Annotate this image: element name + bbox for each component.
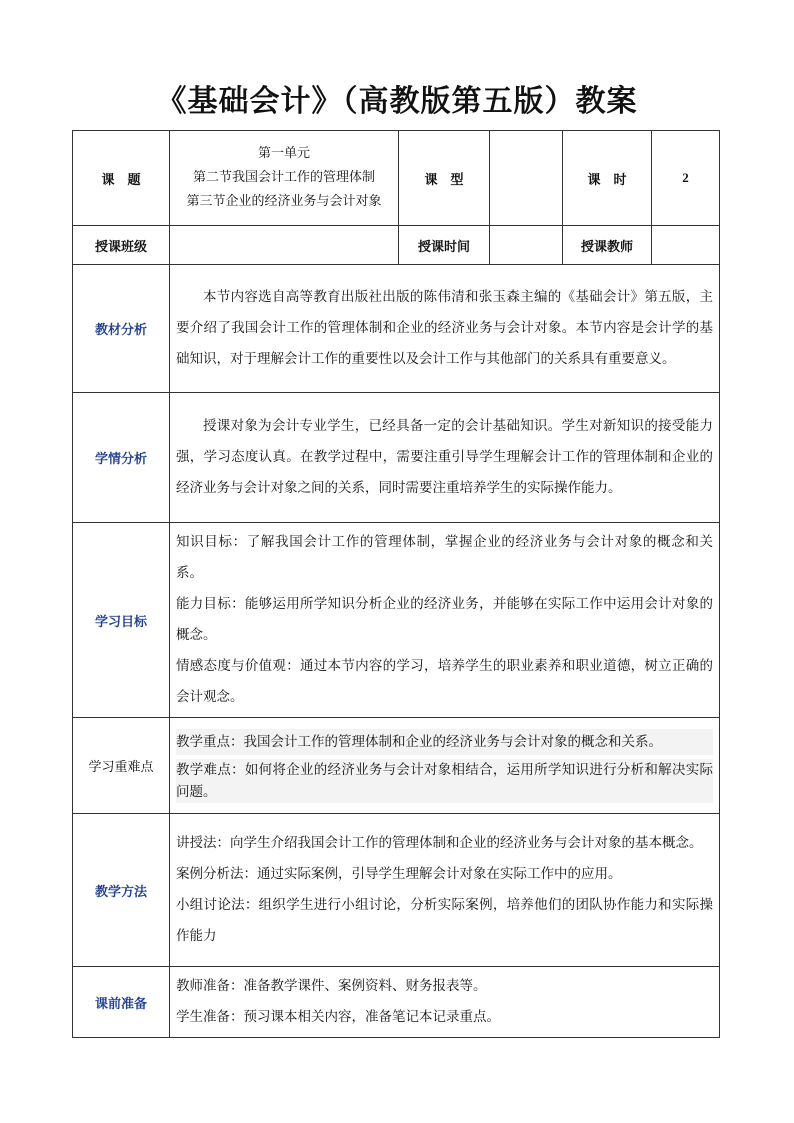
objectives-label: 学习目标 — [73, 523, 170, 718]
lesson-plan-table — [72, 130, 720, 1038]
materials-content — [170, 265, 720, 393]
lesson-line-unit: 第一单元 — [257, 146, 310, 161]
time-value — [490, 226, 563, 265]
preparation-row — [73, 967, 720, 1038]
learners-row — [73, 393, 720, 523]
objectives-content — [170, 523, 720, 718]
learners-label: 学情分析 — [73, 393, 170, 523]
methods-content — [170, 814, 720, 967]
lesson-line-section-2: 第二节我国会计工作的管理体制 — [192, 170, 375, 185]
key-points-row — [73, 718, 720, 814]
objective-knowledge: 知识目标：了解我国会计工作的管理体制，掌握企业的经济业务与会计对象的概念和关系。 — [176, 534, 713, 581]
hours-value: 2 — [652, 131, 720, 226]
lesson-title-cell — [170, 131, 399, 226]
hours-label: 课 时 — [563, 131, 652, 226]
objectives-row — [73, 523, 720, 718]
learners-text: 授课对象为会计专业学生，已经具备一定的会计基础知识。学生对新知识的接受能力强，学习态度认真。在教学过程中，需要注重引导学生理解会计工作的管理体制和企业的经济业务与会计对象之间的关系，同时需要注重培养学生的实际操作能力。 — [176, 418, 713, 496]
objective-ability: 能力目标：能够运用所学知识分析企业的经济业务，并能够在实际工作中运用会计对象的概念。 — [176, 596, 713, 643]
methods-row — [73, 814, 720, 967]
key-point-difficulty: 教学难点：如何将企业的经济业务与会计对象相结合，运用所学知识进行分析和解决实际问题。 — [176, 759, 713, 803]
lesson-line-section-3: 第三节企业的经济业务与会计对象 — [186, 194, 382, 209]
course-label: 课 题 — [73, 131, 170, 226]
teacher-label: 授课教师 — [563, 226, 652, 265]
method-group-discussion: 小组讨论法：组织学生进行小组讨论，分析实际案例，培养他们的团队协作能力和实际操作能力 — [176, 897, 713, 944]
method-lecture: 讲授法：向学生介绍我国会计工作的管理体制和企业的经济业务与会计对象的基本概念。 — [176, 835, 703, 851]
materials-text: 本节内容选自高等教育出版社出版的陈伟清和张玉森主编的《基础会计》第五版，主要介绍了我国会计工作的管理体制和企业的经济业务与会计对象。本节内容是会计学的基础知识，对于理解会计工作的重要性以及会计工作与其他部门的关系具有重要意义。 — [176, 289, 713, 367]
prep-student: 学生准备：预习课本相关内容，准备笔记本记录重点。 — [176, 1009, 500, 1025]
class-label: 授课班级 — [73, 226, 170, 265]
class-value — [170, 226, 399, 265]
preparation-label: 课前准备 — [73, 967, 170, 1038]
materials-label: 教材分析 — [73, 265, 170, 393]
prep-teacher: 教师准备：准备教学课件、案例资料、财务报表等。 — [176, 978, 487, 994]
key-points-content — [170, 718, 720, 814]
key-point-focus: 教学重点：我国会计工作的管理体制和企业的经济业务与会计对象的概念和关系。 — [176, 729, 713, 755]
key-points-label: 学习重难点 — [73, 718, 170, 814]
materials-row — [73, 265, 720, 393]
objective-attitude: 情感态度与价值观：通过本节内容的学习，培养学生的职业素养和职业道德，树立正确的会计观念。 — [176, 658, 713, 705]
preparation-content — [170, 967, 720, 1038]
methods-label: 教学方法 — [73, 814, 170, 967]
document-title: 《基础会计》（高教版第五版）教案 — [156, 84, 638, 119]
header-row — [73, 131, 720, 226]
class-info-row — [73, 226, 720, 265]
type-value — [490, 131, 563, 226]
learners-content — [170, 393, 720, 523]
time-label: 授课时间 — [399, 226, 490, 265]
type-label: 课 型 — [399, 131, 490, 226]
method-case-study: 案例分析法：通过实际案例，引导学生理解会计对象在实际工作中的应用。 — [176, 866, 622, 882]
teacher-value — [652, 226, 720, 265]
